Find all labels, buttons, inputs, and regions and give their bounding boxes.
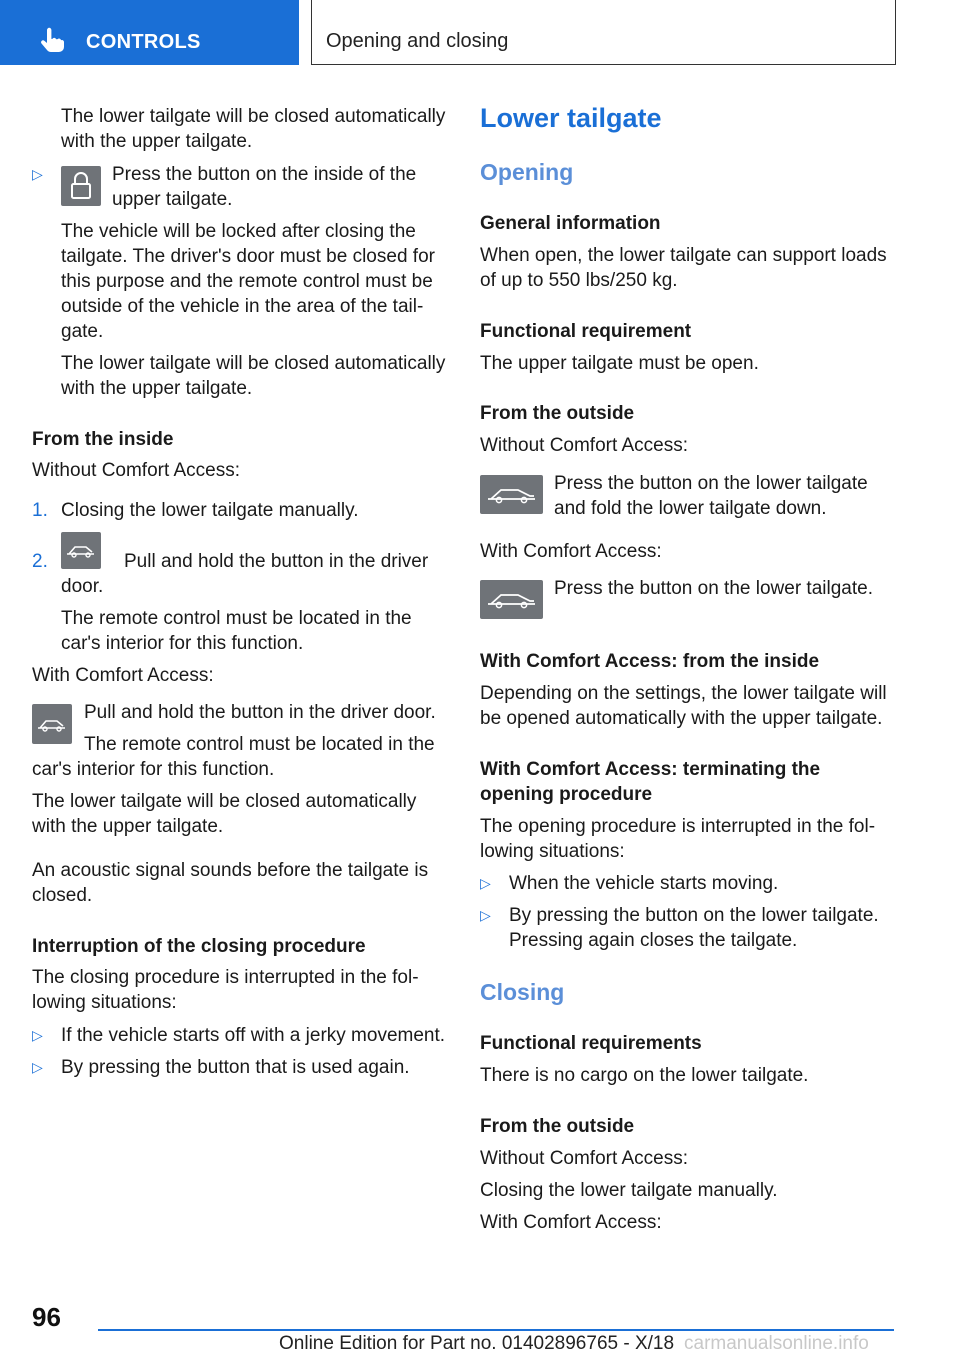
subheading-terminating: With Comfort Access: terminating the (480, 759, 821, 780)
subheading-functional-requirement: Functional requirement (480, 321, 692, 342)
section-heading-lower-tailgate: Lower tailgate (480, 103, 662, 133)
paragraph-line: The lower tailgate will be closed automatically (61, 106, 446, 127)
subheading-interruption: Interruption of the closing procedure (32, 936, 366, 957)
paragraph-line: with the upper tailgate. (61, 378, 253, 399)
page-number: 96 (32, 1302, 61, 1332)
step-number: 2. (32, 551, 48, 572)
bullet-triangle-icon: ▷ (32, 1027, 43, 1043)
paragraph-line: outside of the vehicle in the area of the tail- (61, 296, 424, 317)
paragraph-line: The lower tailgate will be closed automatically (61, 353, 446, 374)
paragraph-line: lowing situations: (32, 992, 177, 1013)
paragraph-line: Without Comfort Access: (32, 460, 241, 481)
paragraph-line: gate. (61, 321, 104, 342)
chapter-title-box (311, 0, 896, 65)
paragraph-line: An acoustic signal sounds before the tailgate is (32, 860, 429, 881)
paragraph-line: There is no cargo on the lower tailgate. (480, 1065, 809, 1086)
paragraph-line: Depending on the settings, the lower tailgate will (480, 683, 887, 704)
paragraph-line: tailgate. The driver's door must be closed for (61, 246, 435, 267)
step-text: Closing the lower tailgate manually. (61, 500, 359, 521)
paragraph-line: lowing situations: (480, 841, 625, 862)
subheading-comfort-inside: With Comfort Access: from the inside (480, 651, 820, 672)
subheading-terminating: opening procedure (480, 784, 653, 805)
car-tailgate-icon (61, 532, 101, 569)
step-text: door. (61, 576, 104, 597)
step-number: 1. (32, 500, 48, 521)
footer-edition: Online Edition for Part no. 01402896765 - X/18 (279, 1333, 675, 1354)
bullet-text: By pressing the button on the lower tailgate. (509, 905, 879, 926)
bullet-text: By pressing the button that is used again. (61, 1057, 410, 1078)
paragraph-line: with the upper tailgate. (61, 131, 253, 152)
paragraph-line: car's interior for this function. (61, 633, 304, 654)
bullet-text: Pressing again closes the tailgate. (509, 930, 798, 951)
bullet-text: If the vehicle starts off with a jerky movement. (61, 1025, 446, 1046)
icon-description: Press the button on the lower tailgate (554, 473, 868, 494)
watermark: carmanualsonline.info (684, 1333, 869, 1354)
footer-divider (98, 1329, 894, 1331)
pointing-hand-icon (38, 26, 66, 54)
paragraph-line: With Comfort Access: (480, 1212, 662, 1233)
car-lower-tailgate-icon (480, 580, 543, 619)
subheading-functional-requirements: Functional requirements (480, 1033, 702, 1054)
paragraph-line: car's interior for this function. (32, 759, 275, 780)
subheading-general-information: General information (480, 213, 661, 234)
paragraph-line: The upper tailgate must be open. (480, 353, 759, 374)
icon-description: Press the button on the lower tailgate. (554, 578, 873, 599)
section-heading-opening: Opening (480, 159, 574, 185)
paragraph-line: The lower tailgate will be closed automatically (32, 791, 417, 812)
bullet-text: Press the button on the inside of the (112, 164, 417, 185)
lock-icon (61, 166, 101, 206)
paragraph-line: Pull and hold the button in the driver door. (84, 702, 436, 723)
paragraph-line: The remote control must be located in the (84, 734, 435, 755)
bullet-text: upper tailgate. (112, 189, 233, 210)
subheading-from-inside: From the inside (32, 429, 174, 450)
bullet-triangle-icon: ▷ (480, 875, 491, 891)
section-label: CONTROLS (86, 31, 201, 53)
paragraph-line: The opening procedure is interrupted in the fol- (480, 816, 876, 837)
paragraph-line: The remote control must be located in the (61, 608, 412, 629)
paragraph-line: Without Comfort Access: (480, 1148, 689, 1169)
bullet-triangle-icon: ▷ (480, 907, 491, 923)
bullet-text: When the vehicle starts moving. (509, 873, 779, 894)
car-lower-tailgate-icon (480, 475, 543, 514)
bullet-triangle-icon: ▷ (32, 1059, 43, 1075)
subheading-from-outside: From the outside (480, 403, 635, 424)
subheading-from-outside: From the outside (480, 1116, 635, 1137)
section-tab (0, 0, 299, 65)
paragraph-line: with the upper tailgate. (32, 816, 224, 837)
chapter-title: Opening and closing (326, 30, 509, 52)
paragraph-line: this purpose and the remote control must be (61, 271, 433, 292)
step-text: Pull and hold the button in the driver (124, 551, 429, 572)
paragraph-line: With Comfort Access: (480, 541, 662, 562)
paragraph-line: closed. (32, 885, 93, 906)
section-heading-closing: Closing (480, 979, 565, 1005)
paragraph-line: Closing the lower tailgate manually. (480, 1180, 778, 1201)
paragraph-line: of up to 550 lbs/250 kg. (480, 270, 678, 291)
paragraph-line: be opened automatically with the upper tailgate. (480, 708, 883, 729)
paragraph-line: Without Comfort Access: (480, 435, 689, 456)
icon-description: and fold the lower tailgate down. (554, 498, 827, 519)
paragraph-line: The closing procedure is interrupted in the fol- (32, 967, 419, 988)
paragraph-line: When open, the lower tailgate can support loads (480, 245, 887, 266)
car-tailgate-icon (32, 704, 72, 744)
bullet-triangle-icon: ▷ (32, 166, 43, 182)
paragraph-line: With Comfort Access: (32, 665, 214, 686)
paragraph-line: The vehicle will be locked after closing the (61, 221, 416, 242)
